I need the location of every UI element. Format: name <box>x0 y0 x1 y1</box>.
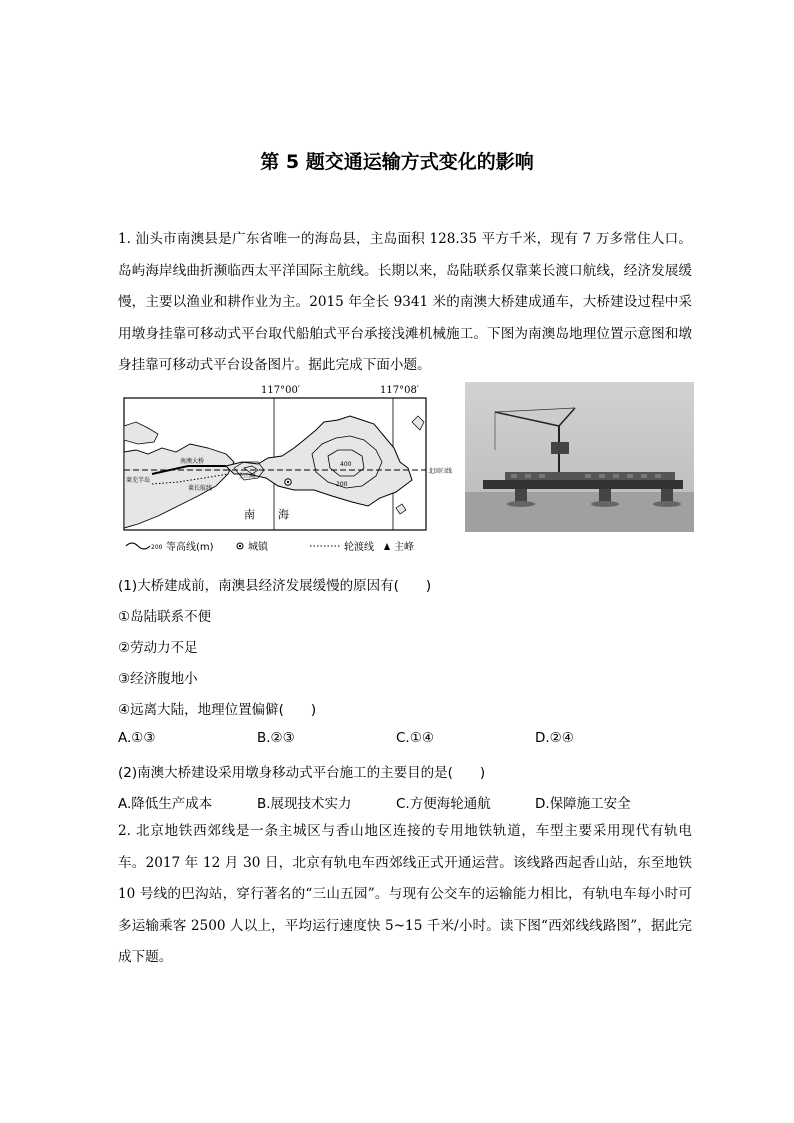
sub-question-1-stem: (1)大桥建成前，南澳县经济发展缓慢的原因有( ) <box>118 578 432 594</box>
contour-400-label: 400 <box>340 461 352 468</box>
legend-contour-icon <box>126 543 150 549</box>
statement-item: ④远离大陆，地理位置偏僻( ) <box>118 702 317 718</box>
statement-item: ②劳动力不足 <box>118 640 198 656</box>
sub-question-2-stem: (2)南澳大桥建设采用墩身移动式平台施工的主要目的是( ) <box>118 765 486 781</box>
longitude-label-1: 117°00′ <box>261 385 301 396</box>
figure-nanao <box>118 382 694 558</box>
option-a[interactable]: A.降低生产成本 <box>118 796 213 812</box>
option-c[interactable]: C.①④ <box>396 730 434 746</box>
ferry-label: 莱长航线 <box>188 485 213 492</box>
legend-peak-icon <box>384 543 390 550</box>
option-d[interactable]: D.②④ <box>535 730 574 746</box>
sea-label-1: 南 <box>244 508 255 521</box>
option-b[interactable]: B.②③ <box>257 730 295 746</box>
option-d[interactable]: D.保障施工安全 <box>535 796 631 812</box>
legend-town-label: 城镇 <box>248 542 268 553</box>
option-b[interactable]: B.展现技术实力 <box>257 796 352 812</box>
option-a[interactable]: A.①③ <box>118 730 156 746</box>
town-icon-dot <box>287 481 289 483</box>
page-title: 第 5 题交通运输方式变化的影响 <box>260 151 534 173</box>
contour-200-label: 200 <box>336 481 348 488</box>
question-1-intro: 1. 汕头市南澳县是广东省唯一的海岛县，主岛面积 128.35 平方千米，现有 7 万多常住人口。岛屿海岸线曲折濒临西太平洋国际主航线。长期以来，岛陆联系仅靠莱长渡口航线，经济发展缓慢，主要以渔业和耕作业为主。2015 年全长 9341 米的南澳大桥建成通车，大桥建设过程中采用墩身挂靠可移动式平台取代船舶式平台承接浅滩机械施工。下图为南澳岛地理位置示意图和墩身挂靠可移动式平台设备图片。据此完成下面小题。 <box>118 231 692 373</box>
option-c[interactable]: C.方便海轮通航 <box>396 796 491 812</box>
statement-item: ③经济腹地小 <box>118 671 198 687</box>
statement-item: ①岛陆联系不便 <box>118 609 212 625</box>
legend-ferry-label: 轮渡线 <box>344 542 374 553</box>
platform-photo <box>465 382 694 532</box>
tropic-label: 北回归线 <box>428 468 453 475</box>
question-2-intro: 2. 北京地铁西郊线是一条主城区与香山地区连接的专用地铁轨道，车型主要采用现代有轨电车。2017 年 12 月 30 日，北京有轨电车西郊线正式开通运营。该线路西起香山站，东至地铁 10 号线的巴沟站，穿行著名的“三山五园”。与现有公交车的运输能力相比，有轨电车每小时可多运输乘客 2500 人以上，平均运行速度快 5~15 千米/小时。读下图“西郊线线路图”，据此完成下题。 <box>118 823 692 965</box>
longitude-label-2: 117°08′ <box>380 385 420 396</box>
legend-peak-label: 主峰 <box>394 542 414 553</box>
legend-contour-sample: 200 <box>151 544 163 551</box>
bridge-label: 南澳大桥 <box>180 458 205 465</box>
legend-contour-label: 等高线(m) <box>166 542 214 553</box>
port-label: 莱芜半岛 <box>126 477 151 484</box>
peak-label: 主山峰 <box>238 473 257 480</box>
nanao-island-map <box>118 382 458 558</box>
sea-label-2: 海 <box>278 508 289 521</box>
legend-town-icon-dot <box>239 545 241 547</box>
